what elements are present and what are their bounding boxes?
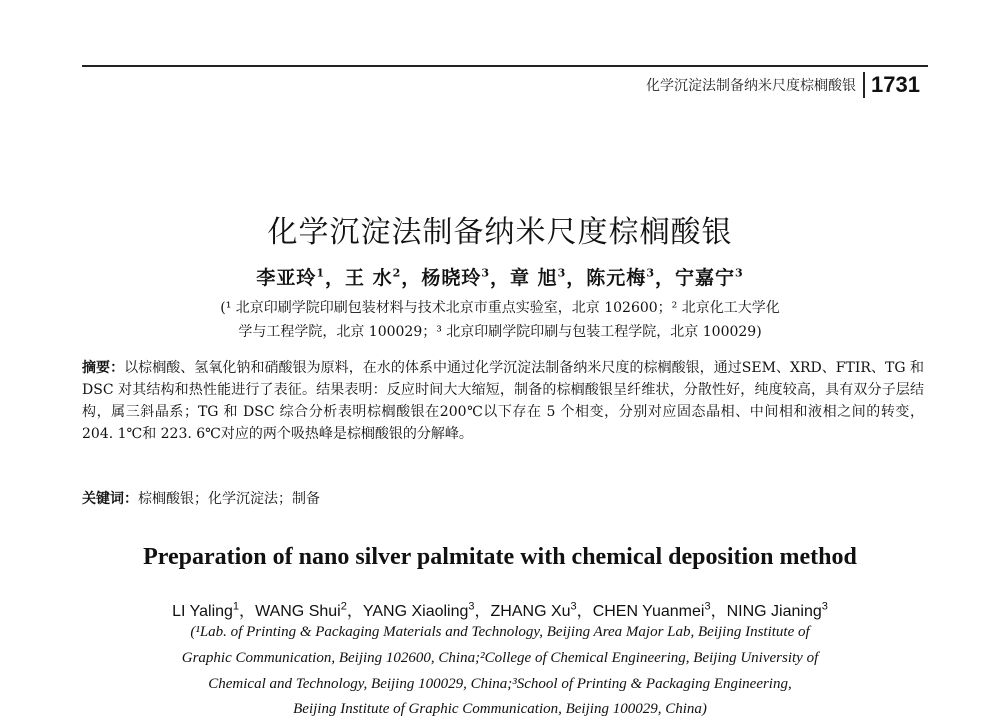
header-divider (863, 72, 865, 98)
author-name: 李亚玲 (256, 267, 317, 289)
english-affiliation-line-4: Beijing Institute of Graphic Communication, Beijing 100029, China) (293, 701, 707, 717)
chinese-authors (0, 263, 1000, 290)
en-author (592, 600, 727, 620)
author-affiliation-mark: 3 (821, 600, 828, 613)
author-separator: ， (566, 267, 587, 289)
abstract-label: 摘要： (82, 360, 125, 376)
abstract-text: 以棕榈酸、氢氧化钠和硝酸银为原料，在水的体系中通过化学沉淀法制备纳米尺度的棕榈酸银，通过SEM、XRD、FTIR、TG 和 DSC 对其结构和热性能进行了表征。结果表明：反应时间大大缩短，制备的棕榈酸银呈纤维状，分散性好，纯度较高，具有双分子层结构，属三斜晶系；TG 和 DSC 综合分析表明棕榈酸银在200℃以下存在 5 个相变，分别对应固态晶相、中间相和液相之间的转变，204. 1℃和 223. 6℃对应的两个吸热峰是棕榈酸银的分解峰。 (82, 360, 924, 442)
cn-author (586, 267, 675, 289)
chinese-affiliation-line-2: 学与工程学院，北京 100029；³ 北京印刷学院印刷与包装工程学院，北京 100029) (238, 324, 762, 340)
author-separator: ， (474, 603, 491, 620)
author-affiliation-mark: 3 (468, 600, 475, 613)
cn-author (421, 267, 510, 289)
english-affiliation-line-2: Graphic Communication, Beijing 102600, China;²College of Chemical Engineering, Beijing University of (181, 650, 819, 666)
author-affiliation-mark: 3 (735, 266, 744, 280)
author-name: 杨晓玲 (421, 267, 482, 289)
keywords-text: 棕榈酸银；化学沉淀法；制备 (138, 491, 320, 507)
author-affiliation-mark: 3 (481, 266, 490, 280)
en-author (255, 600, 363, 620)
header-rule (82, 65, 928, 67)
running-title: 化学沉淀法制备纳米尺度棕榈酸银 (646, 78, 857, 94)
chinese-abstract (82, 357, 924, 445)
keywords-label: 关键词： (82, 491, 138, 507)
en-author (726, 600, 828, 620)
author-affiliation-mark: 1 (232, 600, 240, 613)
author-affiliation-mark: 3 (646, 266, 655, 280)
page-number: 1731 (871, 72, 920, 97)
author-affiliation-mark: 3 (704, 600, 711, 613)
english-authors (0, 598, 1000, 621)
author-name: WANG Shui (255, 603, 341, 620)
cn-author (345, 267, 421, 289)
chinese-affiliation-line-1: (¹ 北京印刷学院印刷包装材料与技术北京市重点实验室，北京 102600；² 北京化工大学化 (220, 300, 780, 316)
author-affiliation-mark: 2 (340, 600, 347, 613)
author-separator: ， (654, 267, 675, 289)
author-name: 宁嘉宁 (674, 267, 735, 289)
author-separator: ， (576, 603, 593, 620)
author-separator: ， (401, 267, 422, 289)
author-separator: ， (346, 603, 363, 620)
author-name: 陈元梅 (586, 267, 647, 289)
chinese-keywords (82, 488, 320, 508)
en-author (490, 600, 593, 620)
author-name: YANG Xiaoling (362, 603, 469, 620)
author-affiliation-mark: 1 (316, 266, 325, 280)
author-name: CHEN Yuanmei (592, 603, 705, 620)
author-separator: ， (239, 603, 256, 620)
author-separator: ， (489, 267, 510, 289)
en-author (172, 600, 256, 620)
english-title: Preparation of nano silver palmitate with chemical deposition method (143, 544, 857, 570)
running-head (646, 72, 920, 98)
author-separator: ， (325, 267, 346, 289)
author-affiliation-mark: 3 (557, 266, 567, 280)
author-name: 王 水 (345, 267, 393, 289)
english-affiliation-line-3: Chemical and Technology, Beijing 100029, China;³School of Printing & Packaging Engineering, (208, 676, 792, 692)
english-affiliation-line-1: (¹Lab. of Printing & Packaging Materials and Technology, Beijing Area Major Lab, Beijing Institute of (190, 624, 810, 640)
cn-author (256, 267, 345, 289)
author-separator: ， (710, 603, 727, 620)
author-affiliation-mark: 2 (392, 266, 402, 280)
author-affiliation-mark: 3 (570, 600, 577, 613)
author-name: ZHANG Xu (490, 603, 571, 620)
author-name: NING Jianing (726, 603, 822, 620)
cn-author (510, 267, 586, 289)
en-author (362, 600, 491, 620)
author-name: LI Yaling (172, 603, 233, 620)
cn-author (675, 267, 744, 289)
chinese-title: 化学沉淀法制备纳米尺度棕榈酸银 (267, 215, 733, 250)
author-name: 章 旭 (510, 267, 558, 289)
